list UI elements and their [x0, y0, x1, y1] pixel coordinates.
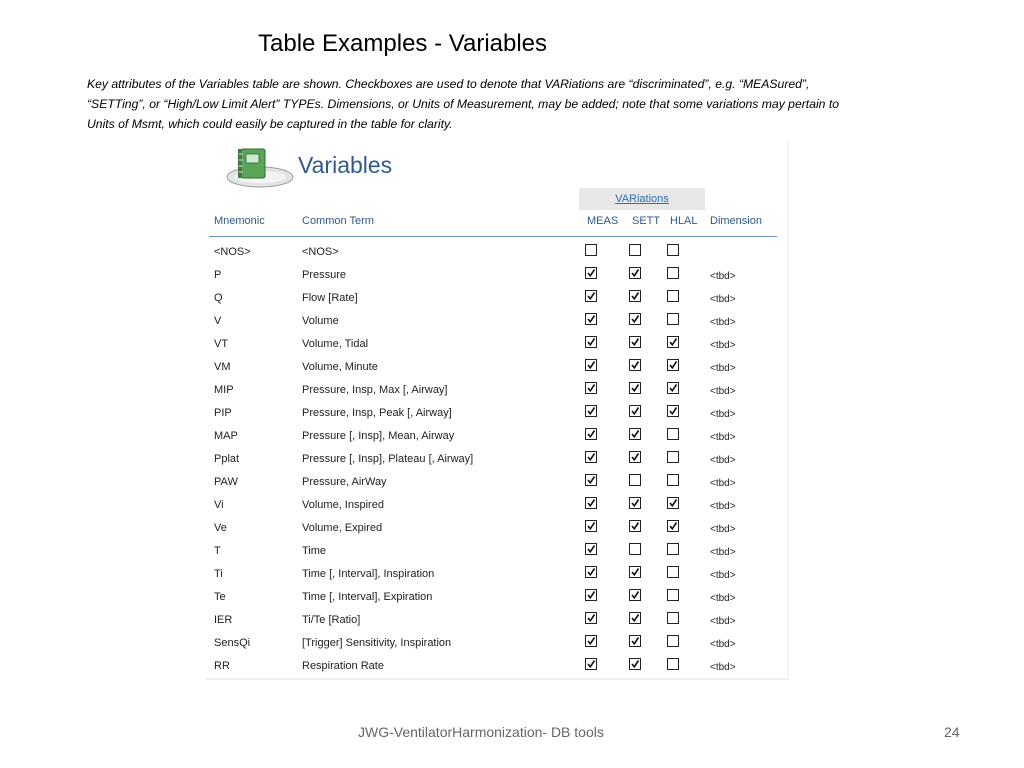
table-row	[205, 288, 785, 311]
hlal-checkbox[interactable]	[667, 405, 679, 417]
common-term-cell: Volume, Minute	[302, 361, 378, 373]
common-term-cell: Volume, Tidal	[302, 338, 369, 350]
dimension-cell: <tbd>	[710, 363, 736, 374]
hlal-checkbox[interactable]	[667, 428, 679, 440]
sett-checkbox[interactable]	[629, 520, 641, 532]
column-header-mnemonic: Mnemonic	[214, 215, 265, 227]
table-row	[205, 518, 785, 541]
dimension-cell: <tbd>	[710, 409, 736, 420]
meas-checkbox[interactable]	[585, 474, 597, 486]
mnemonic-cell: MAP	[214, 430, 238, 442]
mnemonic-cell: <NOS>	[214, 246, 251, 258]
meas-checkbox[interactable]	[585, 520, 597, 532]
meas-checkbox[interactable]	[585, 359, 597, 371]
column-header-meas: MEAS	[587, 215, 619, 227]
mnemonic-cell: Te	[214, 591, 226, 603]
table-row	[205, 610, 785, 633]
sett-checkbox[interactable]	[629, 474, 641, 486]
mnemonic-cell: Vi	[214, 499, 224, 511]
common-term-cell: Time [, Interval], Inspiration	[302, 568, 435, 580]
common-term-cell: [Trigger] Sensitivity, Inspiration	[302, 637, 452, 649]
sett-checkbox[interactable]	[629, 313, 641, 325]
table-row	[205, 472, 785, 495]
column-header-common-term: Common Term	[302, 215, 374, 227]
meas-checkbox[interactable]	[585, 635, 597, 647]
meas-checkbox[interactable]	[585, 658, 597, 670]
mnemonic-cell: SensQi	[214, 637, 251, 649]
table-row	[205, 541, 785, 564]
table-row	[205, 449, 785, 472]
meas-checkbox[interactable]	[585, 267, 597, 279]
meas-checkbox[interactable]	[585, 313, 597, 325]
table-row	[205, 334, 785, 357]
table-row	[205, 426, 785, 449]
dimension-cell: <tbd>	[710, 340, 736, 351]
sett-checkbox[interactable]	[629, 658, 641, 670]
slide-title: Table Examples - Variables	[258, 30, 548, 57]
mnemonic-cell: PAW	[214, 476, 238, 488]
hlal-checkbox[interactable]	[667, 520, 679, 532]
hlal-checkbox[interactable]	[667, 658, 679, 670]
table-row	[205, 495, 785, 518]
table-row	[205, 311, 785, 334]
common-term-cell: Pressure	[302, 269, 347, 281]
mnemonic-cell: T	[214, 545, 221, 557]
common-term-cell: Pressure, Insp, Peak [, Airway]	[302, 407, 452, 419]
mnemonic-cell: IER	[214, 614, 233, 626]
mnemonic-cell: MIP	[214, 384, 234, 396]
column-header-dimension: Dimension	[710, 215, 762, 227]
sett-checkbox[interactable]	[629, 428, 641, 440]
sett-checkbox[interactable]	[629, 543, 641, 555]
common-term-cell: Ti/Te [Ratio]	[302, 614, 361, 626]
hlal-checkbox[interactable]	[667, 474, 679, 486]
hlal-checkbox[interactable]	[667, 359, 679, 371]
panel-title: Variables	[298, 152, 393, 178]
sett-checkbox[interactable]	[629, 405, 641, 417]
meas-checkbox[interactable]	[585, 589, 597, 601]
common-term-cell: Respiration Rate	[302, 660, 384, 672]
hlal-checkbox[interactable]	[667, 290, 679, 302]
header-divider	[209, 236, 777, 237]
mnemonic-cell: PIP	[214, 407, 232, 419]
hlal-checkbox[interactable]	[667, 313, 679, 325]
sett-checkbox[interactable]	[629, 290, 641, 302]
common-term-cell: Volume	[302, 315, 339, 327]
description-line: Units of Msmt, which could easily be captured in the table for clarity.	[87, 117, 453, 131]
description-line: Key attributes of the Variables table are shown. Checkboxes are used to denote that VARiations are “discriminated”, e.g. “MEASured”,	[87, 77, 810, 91]
table-row	[205, 564, 785, 587]
meas-checkbox[interactable]	[585, 428, 597, 440]
dimension-cell: <tbd>	[710, 501, 736, 512]
hlal-checkbox[interactable]	[667, 244, 679, 256]
common-term-cell: Time	[302, 545, 327, 557]
mnemonic-cell: VT	[214, 338, 229, 350]
common-term-cell: Volume, Expired	[302, 522, 383, 534]
meas-checkbox[interactable]	[585, 451, 597, 463]
table-row	[205, 587, 785, 610]
common-term-cell: Pressure, Insp, Max [, Airway]	[302, 384, 448, 396]
mnemonic-cell: P	[214, 269, 222, 281]
hlal-checkbox[interactable]	[667, 451, 679, 463]
meas-checkbox[interactable]	[585, 543, 597, 555]
table-row	[205, 357, 785, 380]
mnemonic-cell: Ve	[214, 522, 227, 534]
sett-checkbox[interactable]	[629, 635, 641, 647]
description-line: “SETTing”, or “High/Low Limit Alert” TYPEs. Dimensions, or Units of Measurement, may be added; note that some variations may pertain to	[87, 97, 839, 111]
common-term-cell: Flow [Rate]	[302, 292, 358, 304]
table-row	[205, 403, 785, 426]
variations-group-header[interactable]: VARiations	[579, 188, 705, 210]
sett-checkbox[interactable]	[629, 336, 641, 348]
common-term-cell: Pressure [, Insp], Plateau [, Airway]	[302, 453, 474, 465]
mnemonic-cell: V	[214, 315, 222, 327]
sett-checkbox[interactable]	[629, 359, 641, 371]
hlal-checkbox[interactable]	[667, 589, 679, 601]
meas-checkbox[interactable]	[585, 336, 597, 348]
footer-text: JWG-VentilatorHarmonization- DB tools	[358, 724, 604, 740]
hlal-checkbox[interactable]	[667, 382, 679, 394]
notebook-icon	[226, 146, 298, 188]
mnemonic-cell: Ti	[214, 568, 223, 580]
sett-checkbox[interactable]	[629, 589, 641, 601]
dimension-cell: <tbd>	[710, 570, 736, 581]
common-term-cell: Time [, Interval], Expiration	[302, 591, 433, 603]
dimension-cell: <tbd>	[710, 317, 736, 328]
meas-checkbox[interactable]	[585, 382, 597, 394]
common-term-cell: <NOS>	[302, 246, 339, 258]
sett-checkbox[interactable]	[629, 382, 641, 394]
sett-checkbox[interactable]	[629, 244, 641, 256]
sett-checkbox[interactable]	[629, 267, 641, 279]
meas-checkbox[interactable]	[585, 290, 597, 302]
sett-checkbox[interactable]	[629, 612, 641, 624]
mnemonic-cell: RR	[214, 660, 230, 672]
dimension-cell: <tbd>	[710, 478, 736, 489]
dimension-cell: <tbd>	[710, 294, 736, 305]
sett-checkbox[interactable]	[629, 451, 641, 463]
slide-description	[87, 74, 927, 134]
mnemonic-cell: VM	[214, 361, 231, 373]
dimension-cell: <tbd>	[710, 547, 736, 558]
dimension-cell: <tbd>	[710, 616, 736, 627]
meas-checkbox[interactable]	[585, 612, 597, 624]
table-row	[205, 242, 785, 265]
common-term-cell: Pressure [, Insp], Mean, Airway	[302, 430, 455, 442]
meas-checkbox[interactable]	[585, 244, 597, 256]
dimension-cell: <tbd>	[710, 524, 736, 535]
variables-panel	[205, 140, 789, 680]
meas-checkbox[interactable]	[585, 566, 597, 578]
table-row	[205, 633, 785, 656]
hlal-checkbox[interactable]	[667, 612, 679, 624]
column-header-hlal: HLAL	[670, 215, 698, 227]
hlal-checkbox[interactable]	[667, 635, 679, 647]
hlal-checkbox[interactable]	[667, 497, 679, 509]
sett-checkbox[interactable]	[629, 497, 641, 509]
sett-checkbox[interactable]	[629, 566, 641, 578]
dimension-cell: <tbd>	[710, 432, 736, 443]
dimension-cell: <tbd>	[710, 639, 736, 650]
common-term-cell: Volume, Inspired	[302, 499, 384, 511]
dimension-cell: <tbd>	[710, 386, 736, 397]
dimension-cell: <tbd>	[710, 593, 736, 604]
mnemonic-cell: Pplat	[214, 453, 240, 465]
hlal-checkbox[interactable]	[667, 267, 679, 279]
table-row	[205, 380, 785, 403]
table-row	[205, 265, 785, 288]
hlal-checkbox[interactable]	[667, 336, 679, 348]
dimension-cell: <tbd>	[710, 662, 736, 673]
dimension-cell: <tbd>	[710, 271, 736, 282]
hlal-checkbox[interactable]	[667, 543, 679, 555]
meas-checkbox[interactable]	[585, 497, 597, 509]
column-header-sett: SETT	[632, 215, 661, 227]
common-term-cell: Pressure, AirWay	[302, 476, 387, 488]
hlal-checkbox[interactable]	[667, 566, 679, 578]
page-number: 24	[944, 724, 960, 740]
mnemonic-cell: Q	[214, 292, 223, 304]
dimension-cell: <tbd>	[710, 455, 736, 466]
meas-checkbox[interactable]	[585, 405, 597, 417]
table-row	[205, 656, 785, 679]
